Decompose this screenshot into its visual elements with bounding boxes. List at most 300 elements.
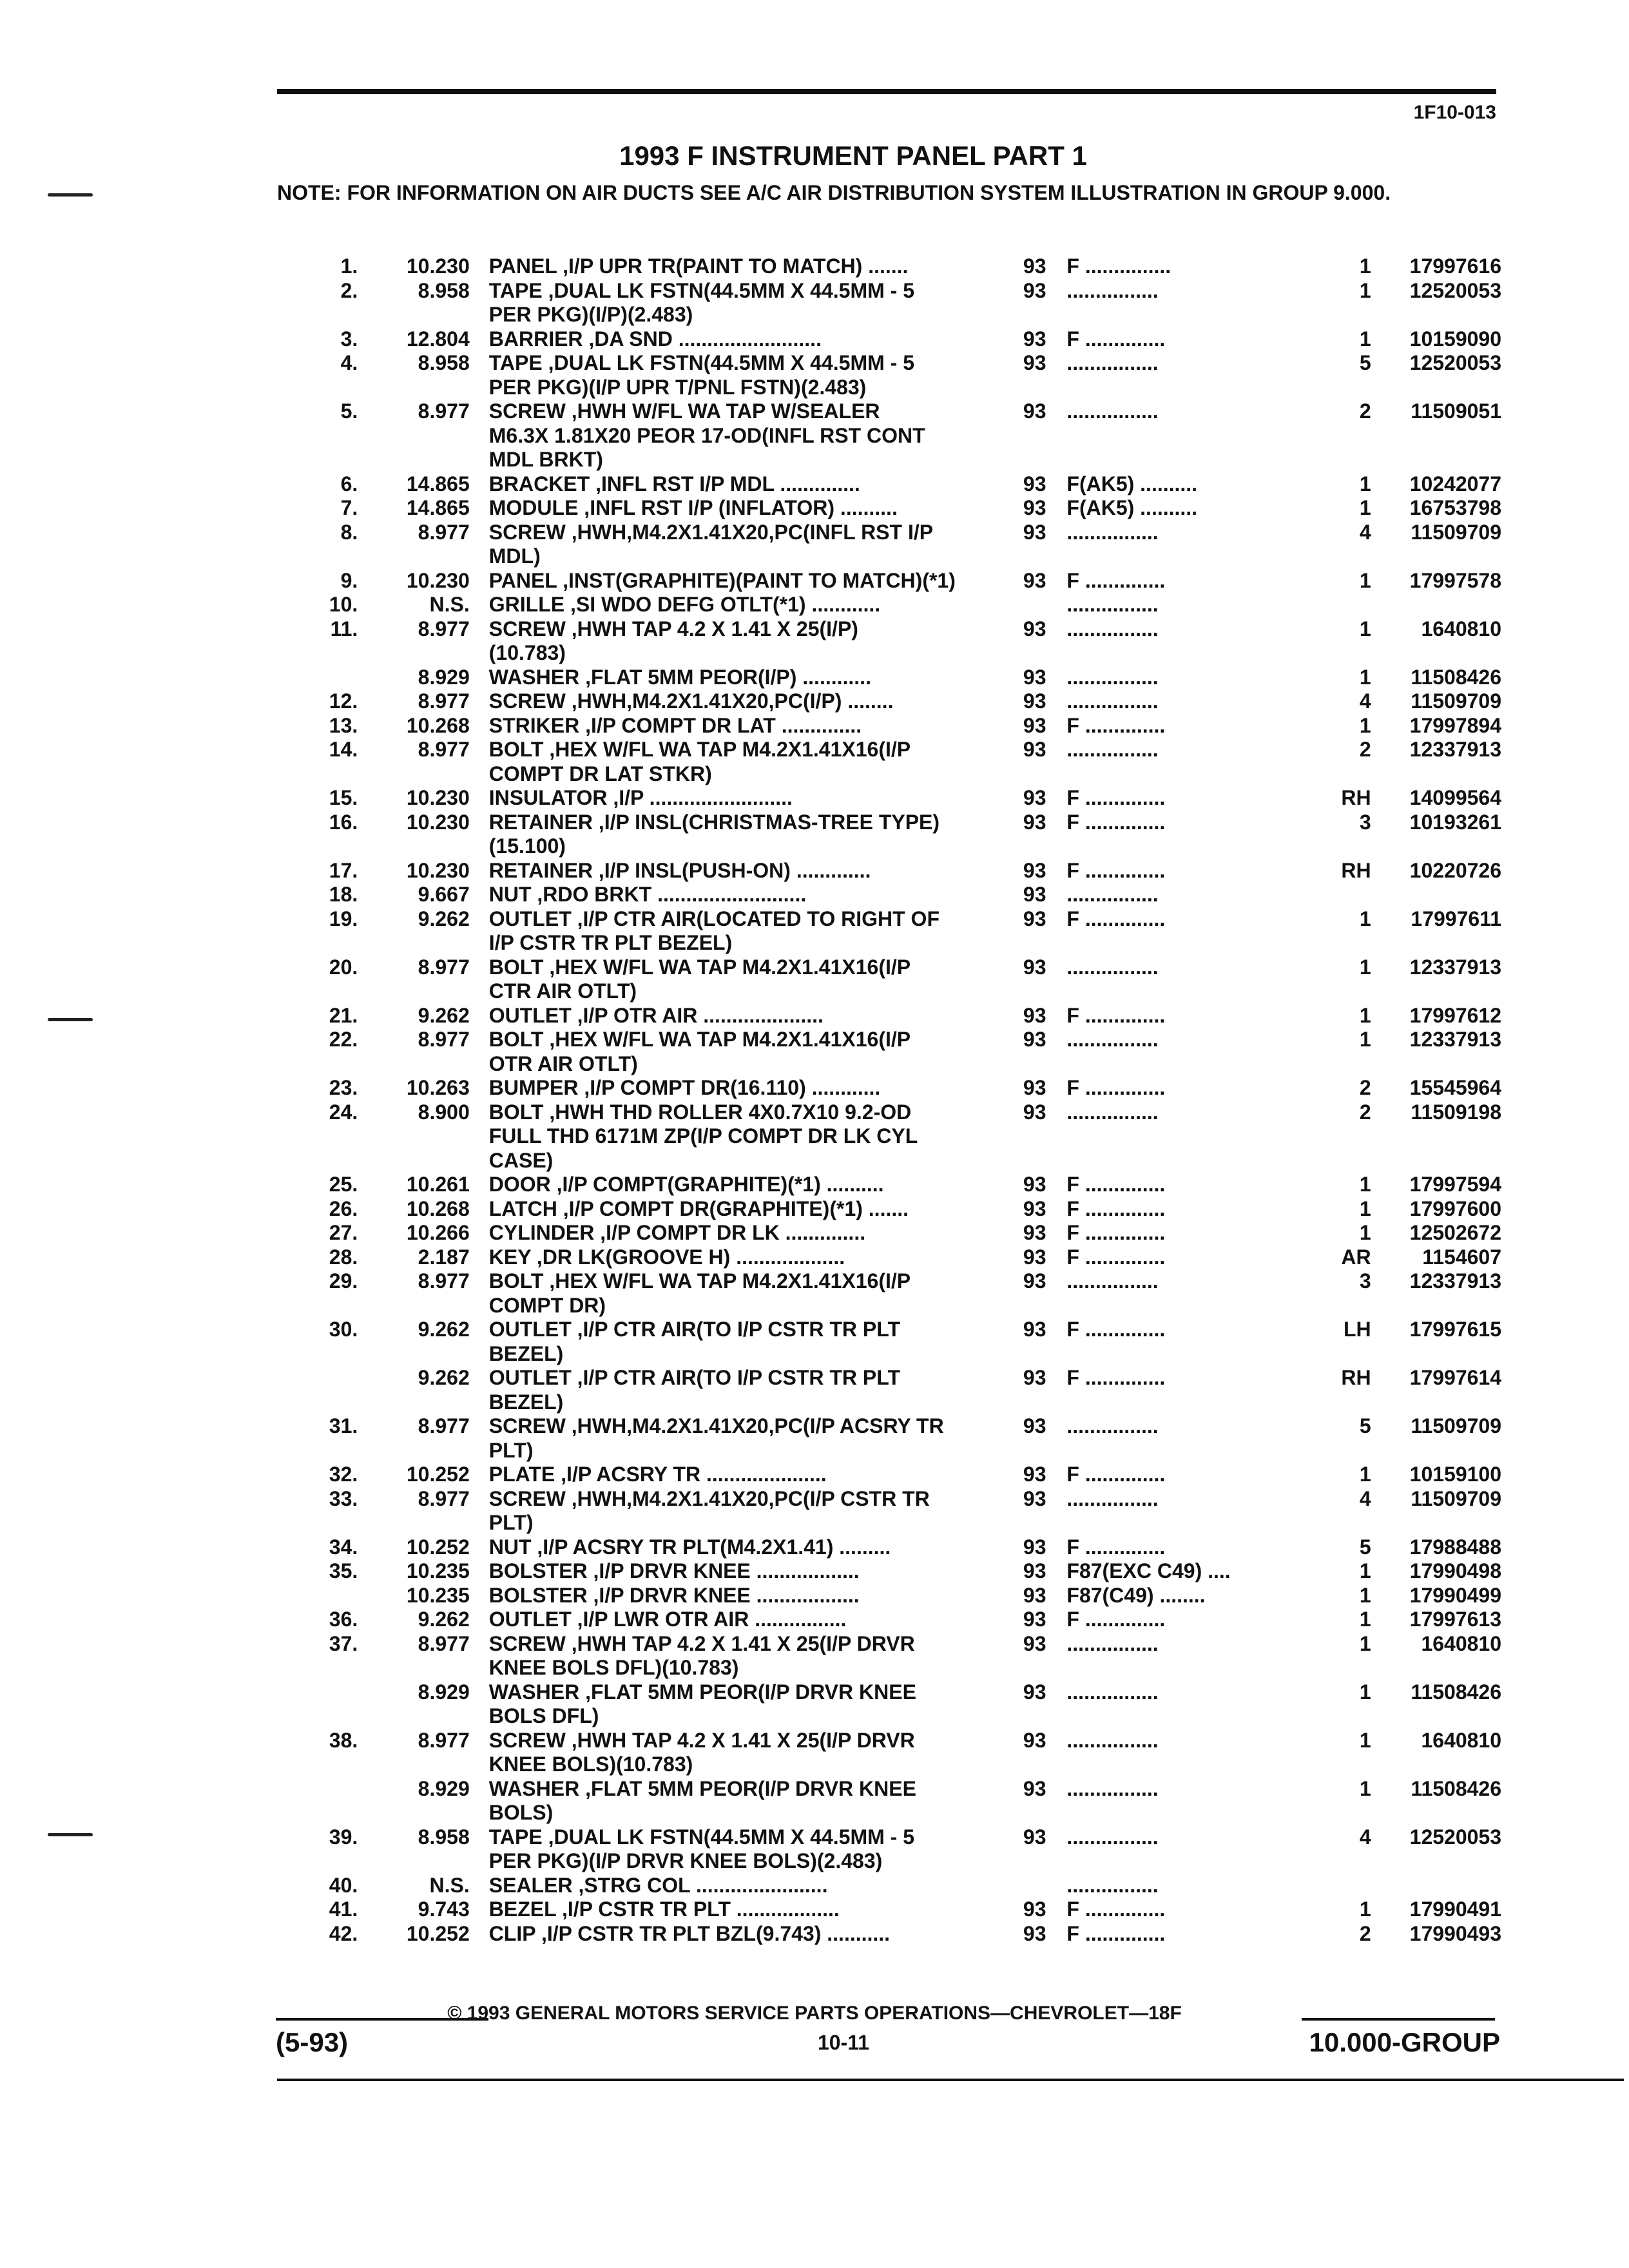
usage-code: F(AK5) .......... [1066,496,1198,519]
table-row [277,1898,1501,1922]
table-row [277,979,1501,1004]
model-year [1017,1294,1066,1318]
table-row [277,834,1501,859]
table-row [277,279,1501,303]
description: BRACKET ,INFL RST I/P MDL .............. [488,472,860,495]
model-year: 93 [1023,1076,1046,1099]
item-number: 39. [329,1825,358,1849]
quantity: 4 [1359,520,1371,544]
item-number [277,834,358,859]
usage-code: ................ [1066,1776,1159,1800]
item-number: 37. [329,1631,358,1655]
usage-code: F .............. [1066,1003,1166,1027]
description: BEZEL) [488,1341,564,1365]
description: COMPT DR LAT STKR) [488,762,712,785]
group-number: 10.230 [406,786,470,809]
description: PANEL ,INST(GRAPHITE)(PAINT TO MATCH)(*1) [488,568,956,592]
group-number: 8.958 [418,278,470,302]
group-number [358,1052,469,1077]
group-number: 8.977 [418,520,470,544]
usage-code: F ............... [1066,255,1171,278]
part-number: 17990493 [1409,1921,1502,1945]
part-number: 17990491 [1409,1898,1502,1921]
copyright-text: © 1993 GENERAL MOTORS SERVICE PARTS OPERATIONS—CHEVROLET—18F [447,2003,1182,2024]
quantity: 4 [1359,689,1371,713]
part-number: 10159100 [1409,1463,1502,1486]
description: WASHER ,FLAT 5MM PEOR(I/P) ............ [488,665,871,689]
model-year: 93 [1023,1631,1046,1655]
table-row [277,1559,1501,1584]
model-year [1017,641,1066,666]
usage-code: F .............. [1066,1463,1166,1486]
item-number [277,1366,358,1390]
part-number: 12520053 [1409,351,1502,374]
item-number [277,666,358,690]
quantity: 1 [1359,1196,1371,1220]
model-year: 93 [1023,472,1046,495]
table-row [277,1874,1501,1898]
part-number: 11509198 [1411,1100,1502,1124]
description: BEZEL ,I/P CSTR TR PLT .................. [488,1898,840,1921]
part-number: 17997614 [1409,1366,1502,1389]
model-year [1017,1390,1066,1415]
description: KNEE BOLS DFL)(10.783) [488,1656,739,1679]
table-row [277,399,1501,424]
part-number: 11508426 [1411,665,1502,689]
group-number: 9.667 [418,883,470,906]
usage-code: F .............. [1066,1921,1166,1945]
table-row [277,255,1501,279]
part-number: 17997600 [1409,1196,1502,1220]
page-title: 1993 F INSTRUMENT PANEL PART 1 [619,140,1087,171]
part-number: 10193261 [1409,810,1502,834]
group-number: 8.958 [418,1825,470,1849]
model-year [1017,1801,1066,1825]
description: SEALER ,STRG COL ....................... [488,1873,828,1897]
usage-code: ................ [1066,883,1159,906]
description: M6.3X 1.81X20 PEOR 17-OD(INFL RST CONT [488,423,925,447]
quantity [1334,448,1371,472]
model-year: 93 [1023,1100,1046,1124]
item-number [277,303,358,327]
part-number [1371,544,1501,569]
part-number: 17990498 [1409,1559,1502,1582]
model-year [1017,376,1066,400]
part-number [1371,593,1501,617]
quantity [1334,1149,1371,1173]
table-row [277,472,1501,497]
item-number [277,1704,358,1729]
table-row [277,1511,1501,1535]
bottom-rule [277,2079,1624,2081]
item-number [277,1149,358,1173]
part-number [1371,424,1501,448]
description: BARRIER ,DA SND ......................... [488,327,822,351]
table-row [277,1656,1501,1680]
quantity [1334,979,1371,1004]
description: LATCH ,I/P COMPT DR(GRAPHITE)(*1) ....... [488,1196,909,1220]
description: NUT ,I/P ACSRY TR PLT(M4.2X1.41) ......... [488,1535,891,1559]
item-number: 19. [329,907,358,930]
quantity: 3 [1359,810,1371,834]
item-number [277,1294,358,1318]
group-number: 8.977 [418,738,470,761]
usage-code: F .............. [1066,1076,1166,1099]
quantity: 1 [1359,472,1371,495]
description: DOOR ,I/P COMPT(GRAPHITE)(*1) .......... [488,1173,884,1196]
part-number: 17990499 [1409,1583,1502,1607]
model-year: 93 [1023,883,1046,906]
part-number: 10242077 [1409,472,1502,495]
quantity: 2 [1359,1076,1371,1099]
item-number [277,544,358,569]
quantity: 1 [1359,713,1371,737]
part-number: 1640810 [1421,1728,1502,1752]
table-row [277,1704,1501,1729]
usage-code: F .............. [1066,1535,1166,1559]
usage-code [1066,1656,1333,1680]
part-number: 10159090 [1409,327,1502,351]
model-year: 93 [1023,810,1046,834]
usage-code: ................ [1066,1100,1159,1124]
quantity [1334,544,1371,569]
part-number [1371,303,1501,327]
part-number [1371,1753,1501,1777]
usage-code [1066,1849,1333,1874]
group-number: 10.230 [406,810,470,834]
model-year: 93 [1023,1608,1046,1631]
model-year: 93 [1023,1898,1046,1921]
model-year: 93 [1023,1414,1046,1437]
part-number: 1154607 [1422,1245,1502,1269]
usage-code: ................ [1066,399,1159,423]
quantity: RH [1341,1366,1371,1389]
model-year: 93 [1023,496,1046,519]
description: BOLT ,HEX W/FL WA TAP M4.2X1.41X16(I/P [488,1028,911,1051]
description: COMPT DR) [488,1293,606,1317]
description: SCREW ,HWH,M4.2X1.41X20,PC(I/P CSTR TR [488,1486,930,1510]
part-number [1371,979,1501,1004]
quantity: 1 [1359,255,1371,278]
table-row [277,859,1501,883]
model-year: 93 [1023,327,1046,351]
part-number: 1640810 [1421,617,1502,640]
quantity: 1 [1359,665,1371,689]
group-number: 10.263 [406,1076,470,1099]
item-number [277,1342,358,1367]
usage-code [1066,1124,1333,1149]
model-year [1017,1849,1066,1874]
group-number: 10.235 [406,1559,470,1582]
model-year: 93 [1023,1173,1046,1196]
group-number: 8.977 [418,1028,470,1051]
table-row [277,1849,1501,1874]
model-year [1017,303,1066,327]
model-year [1017,593,1066,617]
table-row [277,1535,1501,1560]
table-row [277,883,1501,907]
part-number [1371,1874,1501,1898]
description: RETAINER ,I/P INSL(PUSH-ON) ............. [488,858,871,882]
quantity [1334,1342,1371,1367]
model-year [1017,448,1066,472]
quantity [1334,1704,1371,1729]
group-number [358,1704,469,1729]
model-year: 93 [1023,689,1046,713]
item-number [277,448,358,472]
item-number [277,762,358,787]
table-row [277,1269,1501,1294]
table-row [277,1632,1501,1657]
description: SCREW ,HWH TAP 4.2 X 1.41 X 25(I/P) [488,617,858,640]
item-number: 10. [329,593,358,616]
item-number [277,376,358,400]
model-year [1017,762,1066,787]
quantity: 2 [1359,399,1371,423]
item-number: 3. [340,327,358,351]
date-code: (5-93) [276,2027,349,2057]
model-year: 93 [1023,786,1046,809]
quantity: 1 [1359,568,1371,592]
quantity [1334,1390,1371,1415]
usage-code [1066,1294,1333,1318]
model-year [1017,834,1066,859]
item-number: 30. [329,1318,358,1341]
part-number: 12337913 [1409,1269,1502,1293]
item-number: 29. [329,1269,358,1293]
item-number: 26. [329,1196,358,1220]
description: BOLS) [488,1801,554,1824]
quantity: 1 [1359,1776,1371,1800]
table-row [277,376,1501,400]
group-number [358,1149,469,1173]
group-number: 14.865 [406,496,470,519]
table-row [277,569,1501,593]
table-row [277,811,1501,835]
punch-mark [48,1018,93,1021]
table-row [277,1052,1501,1077]
part-number [1371,1511,1501,1535]
table-row [277,1294,1501,1318]
item-number [277,1777,358,1802]
description: OUTLET ,I/P CTR AIR(TO I/P CSTR TR PLT [488,1318,900,1341]
usage-code: F87(C49) ........ [1066,1583,1206,1607]
table-row [277,1922,1501,1946]
item-number: 40. [329,1873,358,1897]
group-number: 8.900 [418,1100,470,1124]
group-number: 8.977 [418,1269,470,1293]
item-number: 27. [329,1221,358,1244]
item-number: 36. [329,1608,358,1631]
description: OUTLET ,I/P CTR AIR(TO I/P CSTR TR PLT [488,1366,900,1389]
usage-code [1066,303,1333,327]
usage-code [1066,1704,1333,1729]
item-number [277,1390,358,1415]
usage-code [1066,1801,1333,1825]
item-number: 1. [340,255,358,278]
description: TAPE ,DUAL LK FSTN(44.5MM X 44.5MM - 5 [488,278,914,302]
group-number: 10.266 [406,1221,470,1244]
group-number: 9.262 [418,907,470,930]
item-number [277,1753,358,1777]
parts-list [277,255,1501,1946]
group-number: 2.187 [418,1245,470,1269]
group-number [358,979,469,1004]
part-number [1371,834,1501,859]
item-number: 4. [340,351,358,374]
description: WASHER ,FLAT 5MM PEOR(I/P DRVR KNEE [488,1680,916,1704]
description: BOLSTER ,I/P DRVR KNEE .................. [488,1583,860,1607]
quantity [1334,1052,1371,1077]
model-year: 93 [1023,568,1046,592]
item-number: 16. [329,810,358,834]
part-number: 12337913 [1409,955,1502,979]
table-row [277,762,1501,787]
item-number: 42. [329,1921,358,1945]
quantity: 1 [1359,496,1371,519]
quantity: 2 [1359,738,1371,761]
quantity: 1 [1359,1728,1371,1752]
model-year: 93 [1023,1366,1046,1389]
usage-code [1066,1342,1333,1367]
group-number: 10.268 [406,713,470,737]
table-row [277,1245,1501,1270]
quantity [1334,1753,1371,1777]
usage-code: ................ [1066,1873,1159,1897]
part-number [1371,1801,1501,1825]
item-number [277,931,358,956]
part-number [1371,883,1501,907]
group-number [358,1511,469,1535]
quantity: 1 [1359,955,1371,979]
part-number [1371,1052,1501,1077]
quantity: 5 [1359,1414,1371,1437]
usage-code [1066,424,1333,448]
part-number: 11508426 [1411,1680,1502,1704]
quantity: RH [1341,858,1371,882]
part-number: 11509051 [1411,399,1502,423]
usage-code: ................ [1066,593,1159,616]
part-number: 17997594 [1409,1173,1502,1196]
part-number: 11508426 [1411,1776,1502,1800]
description: MODULE ,INFL RST I/P (INFLATOR) .......... [488,496,898,519]
punch-mark [48,193,93,197]
item-number [277,1849,358,1874]
usage-code: F .............. [1066,786,1166,809]
quantity: 1 [1359,1631,1371,1655]
group-number: 10.230 [406,568,470,592]
group-number: 8.977 [418,1486,470,1510]
group-number [358,762,469,787]
part-number [1371,762,1501,787]
description: OUTLET ,I/P LWR OTR AIR ................ [488,1608,847,1631]
group-number: 9.743 [418,1898,470,1921]
model-year: 93 [1023,1221,1046,1244]
usage-code: ................ [1066,955,1159,979]
item-number [277,641,358,666]
group-number [358,376,469,400]
model-year: 93 [1023,1486,1046,1510]
quantity [1334,593,1371,617]
description: SCREW ,HWH W/FL WA TAP W/SEALER [488,399,880,423]
model-year: 93 [1023,713,1046,737]
item-number [277,979,358,1004]
group-number: 10.252 [406,1463,470,1486]
model-year: 93 [1023,278,1046,302]
group-number: 14.865 [406,472,470,495]
description: BOLS DFL) [488,1704,599,1727]
table-row [277,1149,1501,1173]
model-year: 93 [1023,255,1046,278]
group-number: 10.268 [406,1196,470,1220]
quantity: 5 [1359,351,1371,374]
item-number: 20. [329,955,358,979]
table-row [277,689,1501,714]
model-year: 93 [1023,351,1046,374]
usage-code [1066,834,1333,859]
quantity [1334,376,1371,400]
usage-code: F .............. [1066,810,1166,834]
model-year [1017,1511,1066,1535]
usage-code: ................ [1066,351,1159,374]
item-number: 14. [329,738,358,761]
quantity [1334,1801,1371,1825]
table-row [277,1173,1501,1197]
item-number: 7. [340,496,358,519]
item-number [277,1584,358,1608]
description: SCREW ,HWH,M4.2X1.41X20,PC(I/P ACSRY TR [488,1414,944,1437]
usage-code: ................ [1066,738,1159,761]
part-number [1371,1124,1501,1149]
model-year: 93 [1023,520,1046,544]
table-row [277,738,1501,762]
part-number: 11509709 [1411,520,1502,544]
usage-code: F .............. [1066,1608,1166,1631]
description: CYLINDER ,I/P COMPT DR LK .............. [488,1221,866,1244]
group-number [358,1294,469,1318]
usage-code: F .............. [1066,907,1166,930]
page-number: 10-11 [817,2031,870,2054]
quantity: 1 [1359,1173,1371,1196]
model-year [1017,1342,1066,1367]
item-number [277,1124,358,1149]
usage-code [1066,1390,1333,1415]
quantity [1334,1656,1371,1680]
model-year [1017,1704,1066,1729]
group-number: 10.252 [406,1921,470,1945]
model-year [1017,1439,1066,1463]
quantity [1334,424,1371,448]
group-number [358,1849,469,1874]
item-number: 25. [329,1173,358,1196]
description: KNEE BOLS)(10.783) [488,1753,693,1776]
table-row [277,593,1501,617]
table-row [277,1825,1501,1850]
item-number [277,1052,358,1077]
group-number [358,834,469,859]
model-year: 93 [1023,1535,1046,1559]
quantity: 2 [1359,1921,1371,1945]
item-number: 31. [329,1414,358,1437]
quantity: 1 [1359,327,1371,351]
group-number: 8.977 [418,1728,470,1752]
quantity [1334,931,1371,956]
item-number: 35. [329,1559,358,1582]
model-year: 93 [1023,1921,1046,1945]
quantity: 1 [1359,1463,1371,1486]
table-row [277,1608,1501,1632]
description: BOLT ,HEX W/FL WA TAP M4.2X1.41X16(I/P [488,955,911,979]
